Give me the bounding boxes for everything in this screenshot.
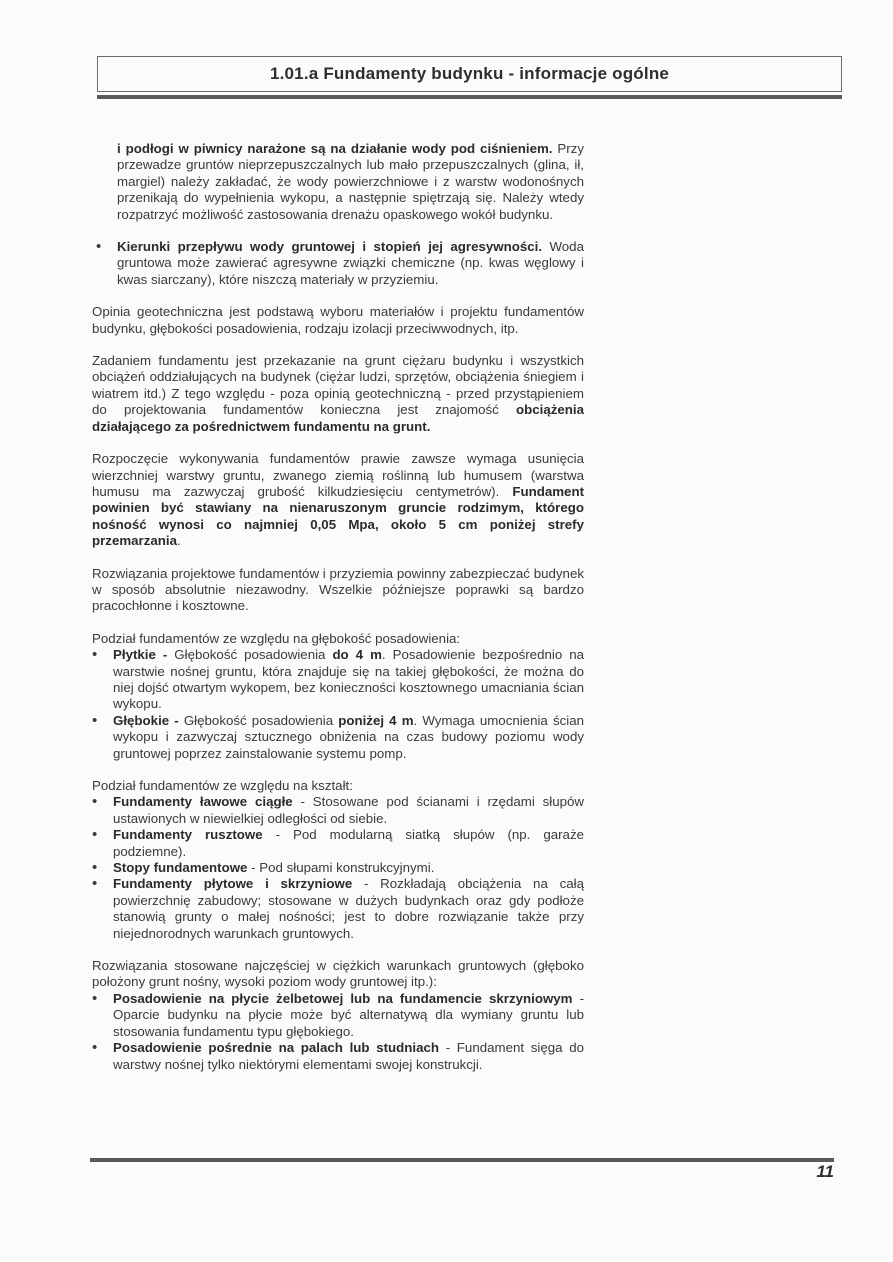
item-text: - Fundament sięga do warstwy nośnej tylko niektórymi elementami swojej konstrukcji.	[113, 1040, 585, 1072]
groundwater-list	[92, 239, 584, 288]
depth-section	[92, 631, 584, 762]
item-bold: Fundamenty ławowe ciągłe	[113, 794, 293, 810]
start-bold: Fundament powinien być stawiany na nienaruszonym gruncie rodzimym, którego nośność wynosi co najmniej 0,05 Mpa, około 5 cm poniżej strefy przemarzania	[92, 483, 584, 549]
item-bold: Fundamenty rusztowe	[113, 827, 263, 843]
task-paragraph	[92, 353, 584, 435]
list-item	[92, 876, 584, 942]
start-end: .	[177, 533, 181, 549]
list-item	[92, 860, 584, 876]
list-item	[92, 794, 584, 827]
item-text: Głębokość posadowienia	[183, 712, 339, 728]
item-text: - Pod słupami konstrukcyjnymi.	[247, 860, 435, 876]
list-item	[92, 1040, 584, 1073]
solutions-paragraph: Rozwiązania projektowe fundamentów i przyziemia powinny zabezpieczać budynek w sposób absolutnie niezawodny. Wszelkie późniejsze poprawki są bardzo pracochłonne i kosztowne.	[92, 565, 584, 614]
shape-intro: Podział fundamentów ze względu na kształt:	[92, 778, 353, 793]
footer-divider	[90, 1158, 834, 1162]
item-bold: Fundamenty płytowe i skrzyniowe	[113, 876, 353, 892]
item-bold2: do 4 m	[332, 647, 382, 663]
section-header	[97, 56, 842, 92]
depth-list	[92, 647, 584, 762]
page-title: 1.01.a Fundamenty budynku - informacje ogólne	[269, 64, 670, 83]
item-bold: Głębokie -	[113, 712, 184, 728]
page-number: 11	[816, 1162, 834, 1181]
item-text: - Oparcie budynku na płycie może być alternatywą dla wymiany gruntu lub stosowania fundamentu typu głębokiego.	[113, 990, 585, 1039]
list-item	[92, 991, 584, 1040]
task-text: Zadaniem fundamentu jest przekazanie na grunt ciężaru budynku i wszystkich obciążeń oddziałujących na budynek (ciężar ludzi, sprzętów, obciążenia śniegiem i wiatrem itd.) Z tego względu - poza opinią geotechniczną - przed przystąpieniem do projektowania fundamentów konieczna jest znajomość	[92, 353, 584, 418]
difficult-section	[92, 958, 584, 1073]
item-text: - Rozkładają obciążenia na całą powierzchnię zabudowy; stosowane w dużych budynkach oraz gdy podłoże stanowią grunty o małej nośności; jest to dobre rozwiązanie także przy niejednorodnych warunkach gruntowych.	[113, 876, 584, 941]
depth-intro: Podział fundamentów ze względu na głębokość posadowienia:	[92, 630, 461, 646]
shape-section	[92, 778, 584, 942]
item-rest: . Posadowienie bezpośrednio na warstwie nośnej gruntu, która znajduje się na takiej głębokości, że można do niej dojść otwartym wykopem, bez konieczności kosztownego umacniania ścian wykopu.	[113, 647, 584, 712]
item-bold2: poniżej 4 m	[338, 712, 414, 728]
intro-bold: i podłogi w piwnicy narażone są na działanie wody pod ciśnieniem.	[117, 141, 553, 156]
item-bold: Płytkie -	[113, 647, 175, 663]
opinion-paragraph: Opinia geotechniczna jest podstawą wyboru materiałów i projektu fundamentów budynku, głębokości posadowienia, rodzaju izolacji przeciwwodnych, itp.	[92, 304, 584, 336]
list-item	[92, 647, 584, 713]
item-bold: Posadowienie na płycie żelbetowej lub na fundamencie skrzyniowym	[113, 990, 573, 1006]
intro-text: Przy przewadze gruntów nieprzepuszczalnych lub mało przepuszczalnych (glina, ił, margiel) należy zakładać, że wody powierzchniowe i z warstw wodonośnych przenikają do wypełnienia wykopu, a następnie spiętrzają się. Należy wtedy rozpatrzyć możliwość zastosowania drenażu opaskowego wokół budynku.	[117, 141, 584, 222]
item-bold: Posadowienie pośrednie na palach lub studniach	[113, 1040, 440, 1056]
header-divider	[97, 95, 842, 99]
list-item	[96, 239, 584, 288]
task-bold: obciążenia działającego za pośrednictwem fundamentu na grunt.	[92, 402, 584, 434]
shape-list	[92, 794, 584, 942]
start-text: Rozpoczęcie wykonywania fundamentów prawie zawsze wymaga usunięcia wierzchniej warstwy gruntu, zwanego ziemią roślinną lub humusem (warstwa humusu ma zazwyczaj grubość kilkudziesięciu centymetrów).	[92, 451, 584, 499]
difficult-list	[92, 991, 584, 1073]
list-item	[92, 713, 584, 762]
intro-paragraph	[92, 141, 584, 223]
item-rest: . Wymaga umocnienia ścian wykopu i zazwyczaj sztucznego obniżenia na czas budowy poziomu wody gruntowej poprzez zainstalowanie systemu pomp.	[113, 712, 584, 761]
document-body	[92, 141, 584, 1073]
item-text: - Stosowane pod ścianami i rzędami słupów ustawionych w niewielkiej odległości od siebie.	[113, 794, 584, 826]
groundwater-text: Woda gruntowa może zawierać agresywne związki chemiczne (np. kwas węglowy i kwas siarczany), które niszczą materiały w przyziemiu.	[117, 239, 584, 287]
difficult-intro: Rozwiązania stosowane najczęściej w ciężkich warunkach gruntowych (głęboko położony grunt nośny, wysoki poziom wody gruntowej itp.):	[92, 958, 584, 990]
item-text: Głębokość posadowienia	[174, 647, 333, 663]
item-text: - Pod modularną siatką słupów (np. garaże podziemne).	[113, 827, 584, 859]
start-paragraph	[92, 451, 584, 549]
list-item	[92, 827, 584, 860]
item-bold: Stopy fundamentowe	[113, 860, 248, 876]
groundwater-bold: Kierunki przepływu wody gruntowej i stopień jej agresywności.	[117, 239, 543, 255]
